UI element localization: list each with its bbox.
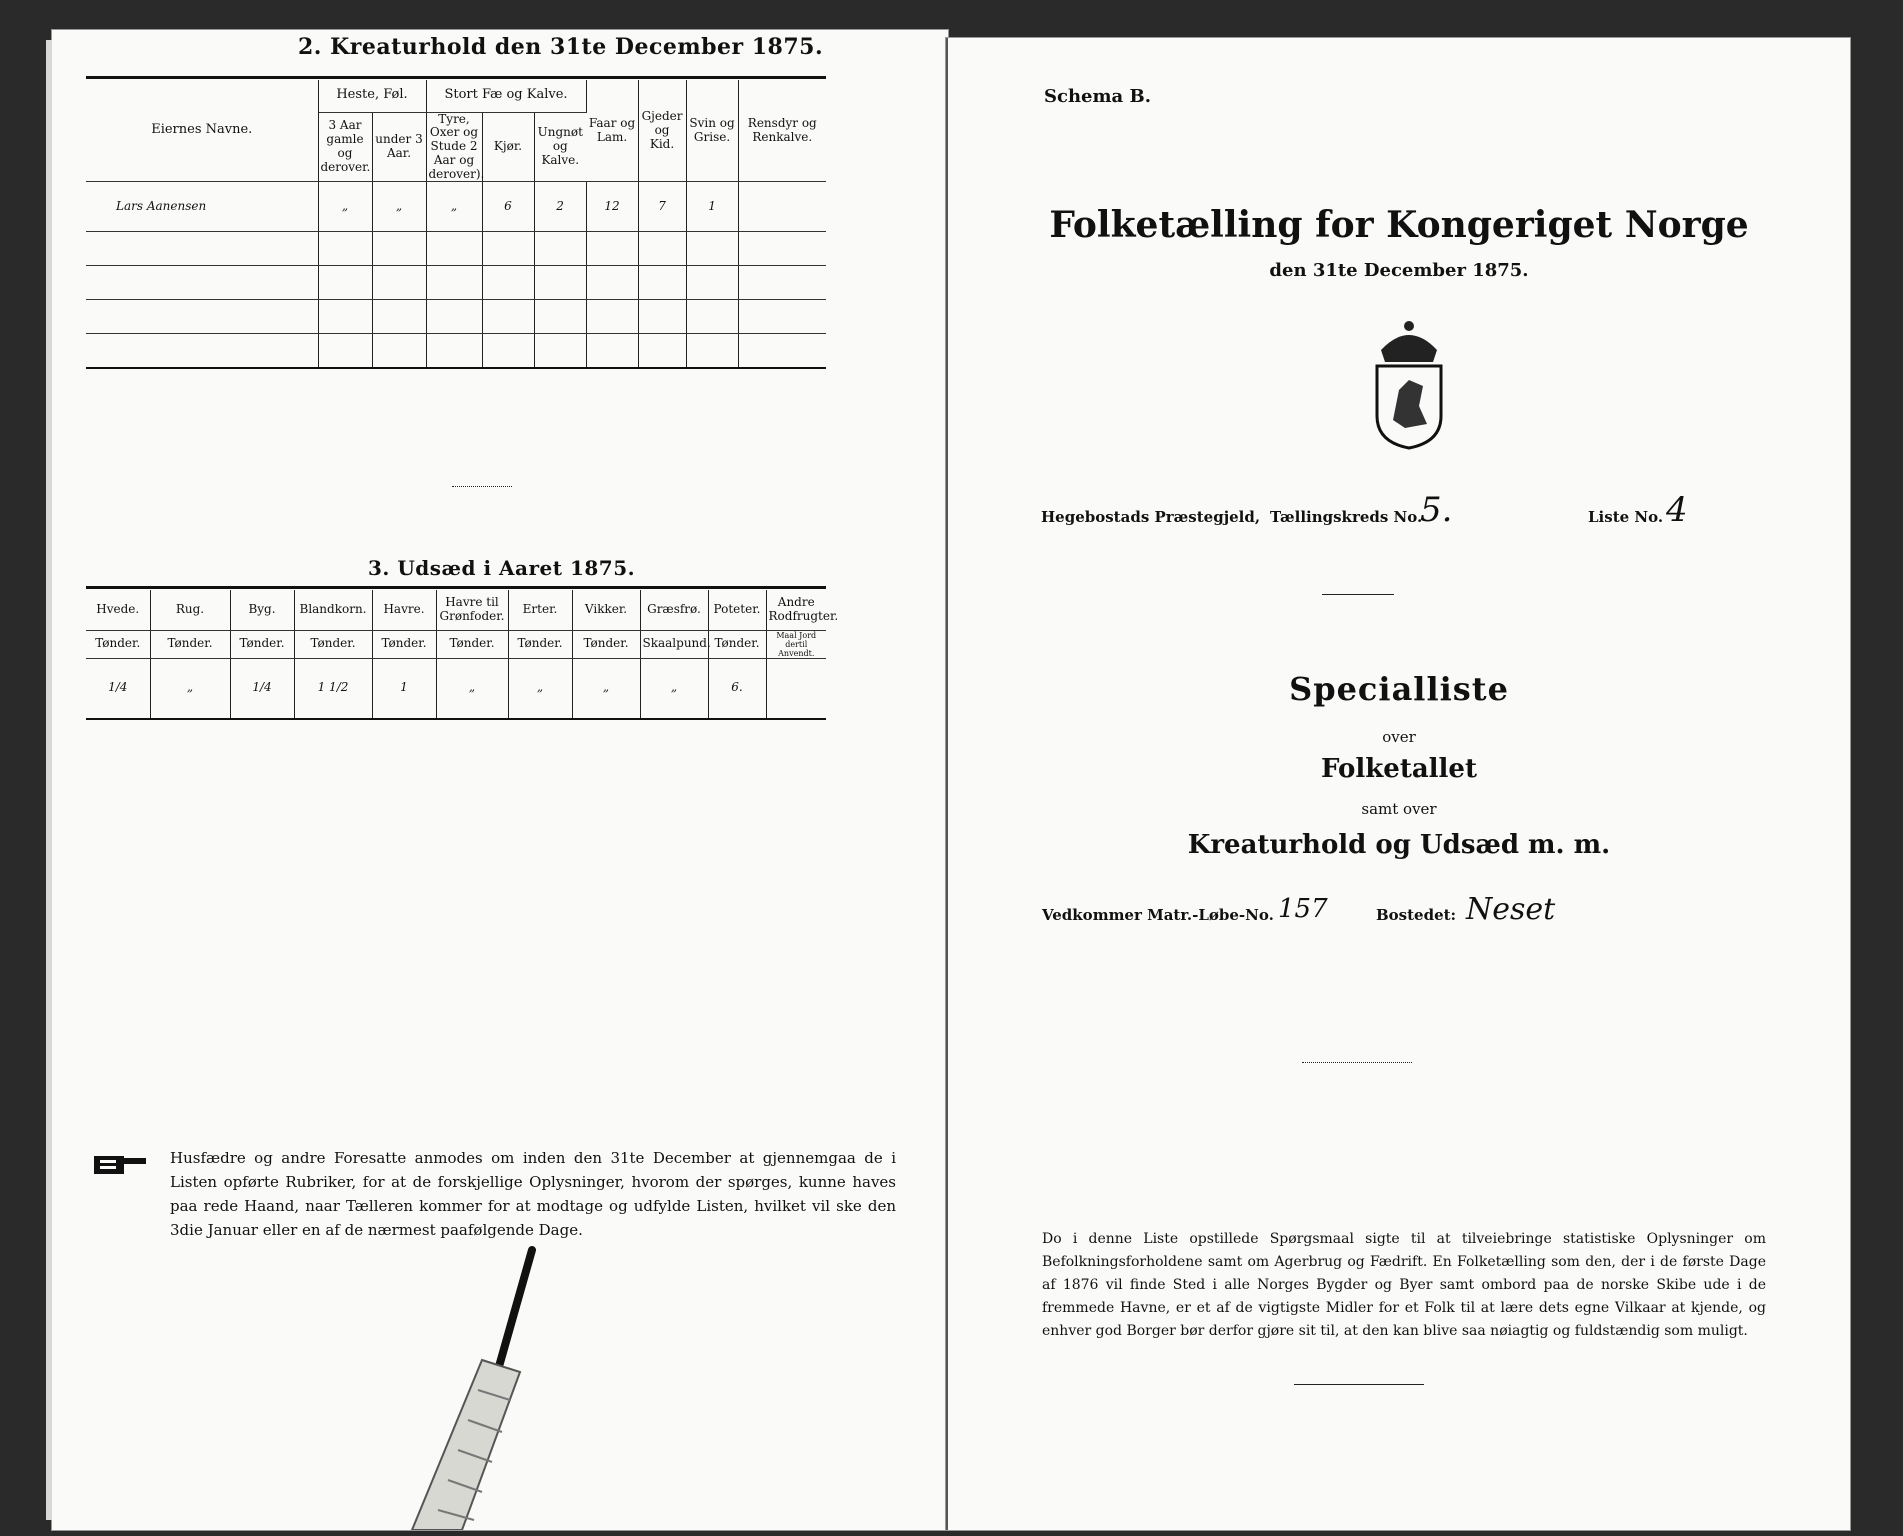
cell-pigs: 1	[686, 182, 738, 232]
sow-value-3: 1 1/2	[294, 659, 372, 719]
header-pigs: Svin og Grise.	[686, 80, 738, 182]
section2-title: 2. Kreaturhold den 31te December 1875.	[298, 34, 824, 60]
kreaturhold-heading: Kreaturhold og Udsæd m. m.	[1187, 830, 1611, 860]
sow-value-2: 1/4	[230, 659, 294, 719]
sow-value-10	[766, 659, 826, 719]
cell-sheep: 12	[586, 182, 638, 232]
sow-header-3: Blandkorn.	[294, 590, 372, 630]
footnote: Husfædre og andre Foresatte anmodes om inden den 31te December at gjennemgaa de i Listen opførte Rubriker, for at de forskjellige Oplysninger, hvorom der spørges, kunne haves paa rede Haand, naar Tælleren kommer for at modtage og udfylde Listen, hvilket vil ske den 3die Januar eller en af de nærmest paafølgende Dage.	[170, 1149, 896, 1239]
sow-value-5: „	[436, 659, 508, 719]
header-cattle: Stort Fæ og Kalve.	[426, 80, 586, 112]
sow-value-0: 1/4	[86, 659, 150, 719]
left-page	[52, 30, 948, 1530]
table-row	[86, 266, 826, 300]
table-row	[86, 300, 826, 334]
specialliste-heading: Specialliste	[1289, 670, 1509, 708]
schema-label: Schema B.	[1044, 86, 1151, 107]
sow-unit-8: Skaalpund.	[640, 630, 708, 659]
sow-value-4: 1	[372, 659, 436, 719]
samt-over-text: samt over	[1361, 800, 1437, 818]
header-sheep: Faar og Lam.	[586, 80, 638, 182]
sow-unit-7: Tønder.	[572, 630, 640, 659]
sow-unit-4: Tønder.	[372, 630, 436, 659]
sow-unit-2: Tønder.	[230, 630, 294, 659]
sow-header-7: Vikker.	[572, 590, 640, 630]
header-goats: Gjeder og Kid.	[638, 80, 686, 182]
divider	[1302, 1062, 1412, 1063]
pen-icon	[382, 1240, 582, 1530]
subtitle: den 31te December 1875.	[1269, 260, 1529, 281]
sow-header-6: Erter.	[508, 590, 572, 630]
over-text: over	[1382, 728, 1416, 746]
table-row	[86, 659, 826, 719]
cell-reindeer	[738, 182, 826, 232]
section3-title: 3. Udsæd i Aaret 1875.	[368, 556, 636, 580]
district-label: Tællingskreds No.	[1270, 508, 1423, 526]
place-value: Neset	[1466, 892, 1556, 927]
cell-cattle-c: 2	[534, 182, 586, 232]
sow-header-10: Andre Rodfrugter.	[766, 590, 826, 630]
matr-value: 157	[1278, 894, 1328, 924]
list-label: Liste No.	[1588, 508, 1664, 526]
sow-unit-1: Tønder.	[150, 630, 230, 659]
header-cattle-c: Ungnøt og Kalve.	[534, 112, 586, 182]
header-horses-a: 3 Aar gamle og derover.	[318, 112, 372, 182]
sow-header-9: Poteter.	[708, 590, 766, 630]
district-value: 5.	[1420, 490, 1453, 530]
livestock-table	[86, 80, 826, 369]
sow-header-0: Hvede.	[86, 590, 150, 630]
page-edge	[46, 40, 52, 1520]
header-horses-b: under 3 Aar.	[372, 112, 426, 182]
matr-label: Vedkommer Matr.-Løbe-No.	[1042, 906, 1274, 924]
sow-unit-5: Tønder.	[436, 630, 508, 659]
cell-goats: 7	[638, 182, 686, 232]
sow-header-8: Græsfrø.	[640, 590, 708, 630]
cell-horses-b: „	[372, 182, 426, 232]
sow-header-5: Havre til Grønfoder.	[436, 590, 508, 630]
rule	[86, 586, 826, 589]
table-row	[86, 232, 826, 266]
cell-horses-a: „	[318, 182, 372, 232]
sow-value-7: „	[572, 659, 640, 719]
sow-value-9: 6.	[708, 659, 766, 719]
sow-unit-0: Tønder.	[86, 630, 150, 659]
folketallet-heading: Folketallet	[1321, 754, 1477, 784]
place-label: Bostedet:	[1376, 906, 1457, 924]
sow-unit-6: Tønder.	[508, 630, 572, 659]
cell-cattle-a: „	[426, 182, 482, 232]
sow-unit-9: Tønder.	[708, 630, 766, 659]
sow-header-1: Rug.	[150, 590, 230, 630]
sow-value-1: „	[150, 659, 230, 719]
cell-cattle-b: 6	[482, 182, 534, 232]
header-horses: Heste, Føl.	[318, 80, 426, 112]
sow-header-2: Byg.	[230, 590, 294, 630]
table-row	[86, 334, 826, 368]
bottom-info-text: Do i denne Liste opstillede Spørgsmaal sigte til at tilveiebringe statistiske Oplysninger om Befolkningsforholdene samt om Agerbrug og Fædrift. En Folketælling som den, der i de første Dage af 1876 vil finde Sted i alle Norges Bygder og Byer samt ombord paa de norske Skibe ude i de fremmede Havne, er et af de vigtigste Midler for et Folk til at lære dets egne Vilkaar at kjende, og enhver god Borger bør derfor gjøre sit til, at den kan blive saa nøiagtig og fuldstændig som muligt.	[1042, 1231, 1766, 1339]
main-title: Folketælling for Kongeriget Norge	[1049, 204, 1749, 246]
sow-header-4: Havre.	[372, 590, 436, 630]
pointing-hand-icon	[92, 1148, 148, 1178]
parish-label: Hegebostads Præstegjeld,	[1041, 508, 1261, 526]
divider	[1294, 1384, 1424, 1385]
rule	[86, 76, 826, 79]
right-page	[946, 38, 1850, 1530]
header-cattle-a: Tyre, Oxer og Stude 2 Aar og derover).	[426, 112, 482, 182]
sow-unit-3: Tønder.	[294, 630, 372, 659]
divider	[1322, 594, 1394, 595]
sow-unit-10: Maal Jord dertil Anvendt.	[766, 630, 826, 659]
list-value: 4	[1666, 490, 1688, 530]
coat-of-arms-icon	[1369, 320, 1449, 450]
header-owner: Eiernes Navne.	[86, 80, 318, 182]
sow-value-6: „	[508, 659, 572, 719]
sow-value-8: „	[640, 659, 708, 719]
divider	[452, 486, 512, 487]
owner-name: Lars Aanensen	[86, 182, 318, 232]
sowing-table	[86, 590, 839, 720]
header-cattle-b: Kjør.	[482, 112, 534, 182]
header-reindeer: Rensdyr og Renkalve.	[738, 80, 826, 182]
table-row	[86, 182, 826, 232]
